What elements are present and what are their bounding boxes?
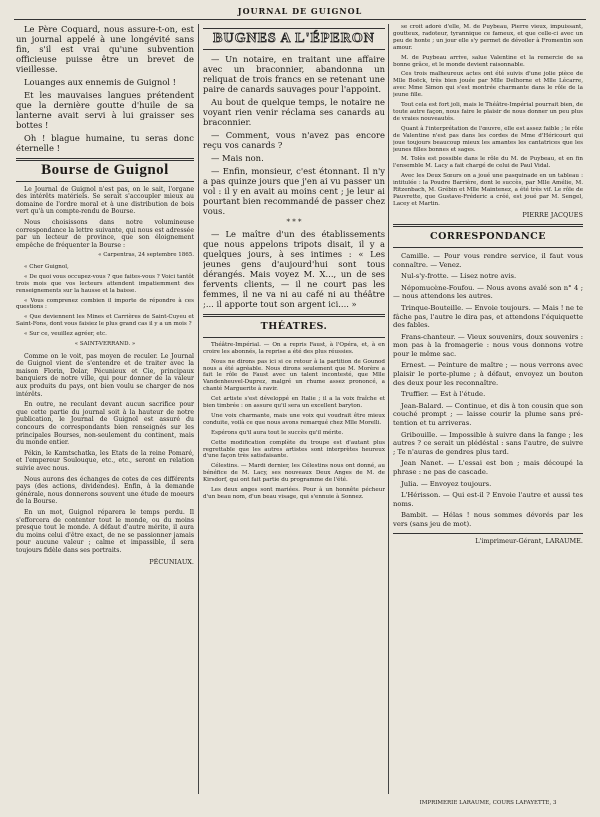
corr-item: L'Hérisson. — Qui est-il ? Envoie l'autre et aussi tes noms. bbox=[393, 491, 583, 508]
review-signer: PIERRE JACQUES bbox=[522, 210, 583, 219]
corr-item: Népomucène-Foufou. — Nous avons avalé son n° 4 ; — nous attendons les autres. bbox=[393, 283, 583, 301]
intro-para: Le Père Coquard, nous assure-t-on, est un journal appelé à une longévité sans fin, s'il est vrai qu'une subvention officieuse puisse être un brevet de vieillesse. bbox=[16, 24, 194, 74]
bourse-para: Nous choisissons dans notre volumineuse correspondance la lettre suivante, qui nous est adressée par un lecteur de province, que son éloignement empêche de fréquenter la Bourse : bbox=[16, 218, 194, 249]
corr-item: Gribouille. — Impossible à suivre dans la fange ; les autres ? ce serait un plédéstal : sans l'autre, de suivre ; Te n'auras de gendres plus tard. bbox=[393, 430, 583, 456]
separator bbox=[203, 314, 385, 317]
column-2 bbox=[203, 24, 385, 794]
corr-item: Bambit. — Hélas ! nous sommes dévorés par les vers (sans jeu de mot). bbox=[393, 511, 583, 528]
separator bbox=[16, 181, 194, 182]
corr-item: Jean-Balard. — Continue, et dis à ton cousin que son couché prompt ; — laisse courir la plume sans prétention et tu arriveras. bbox=[393, 401, 583, 428]
correspondance-title: CORRESPONDANCE bbox=[430, 231, 546, 243]
letter-signer: « SAINT-VERRAND. » bbox=[74, 341, 136, 348]
theatre-para: Cet artiste s'est développé en Italie ; il a la voix fraîche et bien timbrée : on assure qu'il sera un excellent baryton. bbox=[203, 396, 385, 410]
bugne-para: — Enfin, monsieur, c'est étonnant. Il n'y a pas quinze jours que j'en ai vu passer un vol : il y en avait au moins cent ; je leur ai pourtant bien recommandé de passer chez vous. bbox=[203, 165, 385, 216]
intro-para: Louanges aux ennemis de Guignol ! bbox=[24, 77, 176, 87]
bourse-signer: PÉCUNIAUX. bbox=[149, 557, 194, 566]
letter-para: « De quoi vous occupez-vous ? que faites-vous ? Voici tantôt trois mois que vos lecteurs attendent impatiemment des renseignements sur la hausse et la baisse. bbox=[16, 273, 194, 294]
theatre-para: Les deux anges sont mariées. Pour à un honnête pécheur d'un beau nom, d'un beau visage, qui s'ennuie à Sonnez. bbox=[203, 487, 385, 500]
separator bbox=[203, 337, 385, 338]
corr-item: Trinque-Bouteille. — Envoie toujours. — Mais ! ne te fâche pas, l'autre le dira pas, et attendons l'équiquette des fables. bbox=[393, 303, 583, 330]
bugne-para: — Un notaire, en traitant une affaire avec un braconnier, abandonna un reliquat de trois francs en se retenant une paire de canards sauvages pour l'appoint. bbox=[203, 53, 385, 94]
corr-item: Truffier. — Est à l'étude. bbox=[401, 390, 486, 399]
bourse-after-para: Nous aurons des échanges de cotes de ces différents pays (des actions, dividendes). Enfin, à la demande générale, nous donnerons souvent une étude de moeurs de la Bourse. bbox=[16, 475, 194, 506]
theatre-para: Célestins. — Mardi dernier, les Célestins nous ont donné, au bénéfice de M. Lacy, ses nouveaux Deux Anges de M. de Kirsdorf, qui ont fait partie du programme de l'été. bbox=[203, 463, 385, 484]
bugne-para: — Le maître d'un des établissements que nous appelons tripots disait, il y a quelques jours, à ses intimes : « Les jeunes gens d'aujourd'hui sont tous dérangés. Mais voyez M. X..., un de ses fervents clients, — il ne court pas les femmes, il ne va ni au café ni au théâtre ;... il apporte tout son argent ici.... » bbox=[203, 229, 385, 310]
column-divider-1 bbox=[198, 24, 199, 794]
top-rule bbox=[14, 19, 586, 20]
gerant-line: L'imprimeur-Gérant, LARAUME. bbox=[475, 536, 583, 545]
theatre-para: Une voix charmante, mais une voix qui voudrait être mieux conduite, voilà ce que nous avons remarqué chez Mlle Morelli. bbox=[203, 412, 385, 426]
theatre-para: Nous ne dirons pas ici si ce retour à la partition de Gounod nous a été agréable. Nous dirons seulement que M. Morère a fait le rôle de Faust avec un talent incontesté, que Mlle Vandenheuvel-Duprez, malgré un rhume assez prononcé, a chanté Marguerite à ravir. bbox=[203, 358, 385, 393]
bugne-para: — Mais non. bbox=[211, 152, 264, 163]
letter-para: « Que deviennent les Mines et Carrières de Saint-Cuyeu et Saint-Fons, dont vous faisiez le plus grand cas il y a un mois ? bbox=[16, 314, 194, 328]
bugne-para: — Comment, vous n'avez pas encore reçu vos canards ? bbox=[203, 129, 385, 150]
bourse-para: Le Journal de Guignol n'est pas, on le sait, l'organe des intérêts matériels. Se serait s'accoupler mieux au domaine de l'ordre moral et à une distribution de bois vert qu'à un compte-rendu de Bourse. bbox=[16, 185, 194, 216]
letter-para: « Vous comprenez combien il importe de répondre à ces questions : bbox=[16, 297, 194, 311]
bugnes-title: BUGNES A L'ÉPERON bbox=[213, 31, 375, 46]
letter-para: « Sur ce, veuillez agréer, etc. bbox=[24, 331, 107, 338]
review-para: se croit adoré d'elle, M. de Puybeau, Pierre vieux, impuissant, goutteux, radoteur, tyrannique ce fameux, et que celle-ci avec un peu de honte ; un jour elle s'y permet de dévoiler à Fromentin son amour. bbox=[393, 24, 583, 51]
separator bbox=[393, 247, 583, 248]
corr-item: Camille. — Pour vous rendre service, il faut vous connaître. — Venez. bbox=[393, 251, 583, 269]
intro-para: Oh ! blague humaine, tu seras donc éternelle ! bbox=[16, 133, 194, 153]
corr-item: Frans-chanteur. — Vieux souvenirs, doux souvenirs : mon pas à la fromagerie : nous vous donnons votre pour le même sac. bbox=[393, 332, 583, 358]
corr-item: Nul-s'y-frotte. — Lisez notre avis. bbox=[401, 272, 517, 281]
bourse-after-para: En outre, ne reculant devant aucun sacrifice pour que cette partie du journal soit à la hauteur de notre publication, le Journal de Guignol est assuré du concours de correspondants bien renseignés sur les principales Bourses, non-seulement du continent, mais du monde entier. bbox=[16, 401, 194, 447]
theatres-title: THÉATRES. bbox=[260, 321, 328, 333]
review-para: Avec les Deux Sœurs on a joué une pasquinade en un tableau : intitulée : la Poudre Barrière, dont le succès, par Mlle Amélie, M. Ritzenbach, M. Grébin et Mlle Maintenez, a été très vif. Le rôle de Pauvrette, que Gustave-Fréderic a créé, est joué par M. Sengel, Lacey et Martin. bbox=[393, 173, 583, 207]
review-para: M. de Puybeau arrive, salue Valentine et la remercie de sa bonne grâce, et le monde devient raisonnable. bbox=[393, 54, 583, 68]
review-para: M. Tolès est possible dans le rôle du M. de Puybeau, et en fin l'ensemble M. Lacy a fait chargé de celui de Paul Vidal. bbox=[393, 156, 583, 170]
review-para: Tout cela est fort joli, mais le Théâtre-Impérial pourrait bien, de toute autre façon, nous faire le plaisir de nous donner un peu plus de vraies nouveautés. bbox=[393, 102, 583, 122]
bugne-para: Au bout de quelque temps, le notaire ne voyant rien venir réclama ses canards au braconnier. bbox=[203, 96, 385, 127]
corr-item: Julia. — Envoyez toujours. bbox=[401, 479, 492, 488]
masthead: JOURNAL DE GUIGNOL bbox=[237, 6, 363, 16]
theatre-para: Théâtre-Impérial. — On a repris Faust, à l'Opéra, et, à en croire les abonnés, la reprise a été des plus réussies. bbox=[203, 341, 385, 355]
intro-para: Et les mauvaises langues prétendent que la dernière goutte d'huile de sa lanterne avait servi à lui graisser ses bottes ! bbox=[16, 90, 194, 130]
separator bbox=[16, 158, 194, 161]
theatre-para: Espérons qu'il aura tout le succès qu'il mérite. bbox=[211, 429, 344, 436]
separator bbox=[203, 49, 385, 50]
corr-item: Ernest. — Peinture de maître ; — nous verrons avec plaisir le porte-plume ; à défaut, envoyez un bouton des deux pour les reconnaître. bbox=[393, 361, 583, 387]
bourse-after-para: Comme on le voit, pas moyen de reculer. Le Journal de Guignol vient de s'entendre et de traiter avec la maison Florin, Dolar, Pécunieux et Cie, principaux banquiers de notre ville, qui pour donner de la valeur aux produits du pays, ont bien voulu se charger de nos intérêts. bbox=[16, 352, 194, 398]
star-separator: * * * bbox=[286, 217, 302, 226]
corr-item: Jean Nanet. — L'essai est bon ; mais découpé la phrase : ne pas de cascade. bbox=[393, 459, 583, 476]
letter-date: « Carpentras, 24 septembre 1865. bbox=[98, 252, 194, 259]
review-para: Ces trois malheureux actes ont été suivis d'une jolie pièce de Mlle Boëck, très bien jouée par Mlle Delhorne et Mlle Lécarre, avec Mme Simon qui s'est montrée charmante dans le rôle de la jeune fille. bbox=[393, 71, 583, 99]
separator bbox=[393, 533, 583, 534]
bourse-after-para: En un mot, Guignol réparera le temps perdu. Il s'efforcera de contenter tout le monde, ou du moins presque tout le monde. A défaut d'autre mérite, il aura du moins celui d'être exact, de ne se passionner jamais pour aucune valeur ; calme et impassible, il sera toujours fidèle dans ses portraits. bbox=[16, 508, 194, 554]
column-3 bbox=[393, 24, 583, 794]
column-1 bbox=[16, 24, 194, 794]
intro-block bbox=[16, 24, 194, 153]
letter-greeting: « Cher Guignol, bbox=[24, 263, 69, 270]
separator bbox=[203, 28, 385, 29]
printer-line: IMPRIMERIE LARAUME, COURS LAFAYETTE, 3 bbox=[419, 800, 557, 806]
review-para: Quant à l'interprétation de l'œuvre, elle est assez faible ; le rôle de Valentine n'est pas dans les cordes de Mme d'Héricourt qui joue toujours beaucoup mieux les amantes les cantatrices que les jeunes filles bonnes et sages. bbox=[393, 125, 583, 153]
bourse-after-para: Pékin, le Kamtschatka, les Etats de la reine Pomaré, et l'empereur Soulouque, etc., etc., seront en relation suivie avec nous. bbox=[16, 449, 194, 472]
separator bbox=[393, 224, 583, 227]
theatre-para: Cette modification complète du troupe est d'autant plus regrettable que les autres artistes sont interprètes heureux d'une façon très satisfaisante. bbox=[203, 439, 385, 460]
bourse-title: Bourse de Guignol bbox=[41, 162, 169, 178]
column-divider-2 bbox=[388, 24, 389, 794]
